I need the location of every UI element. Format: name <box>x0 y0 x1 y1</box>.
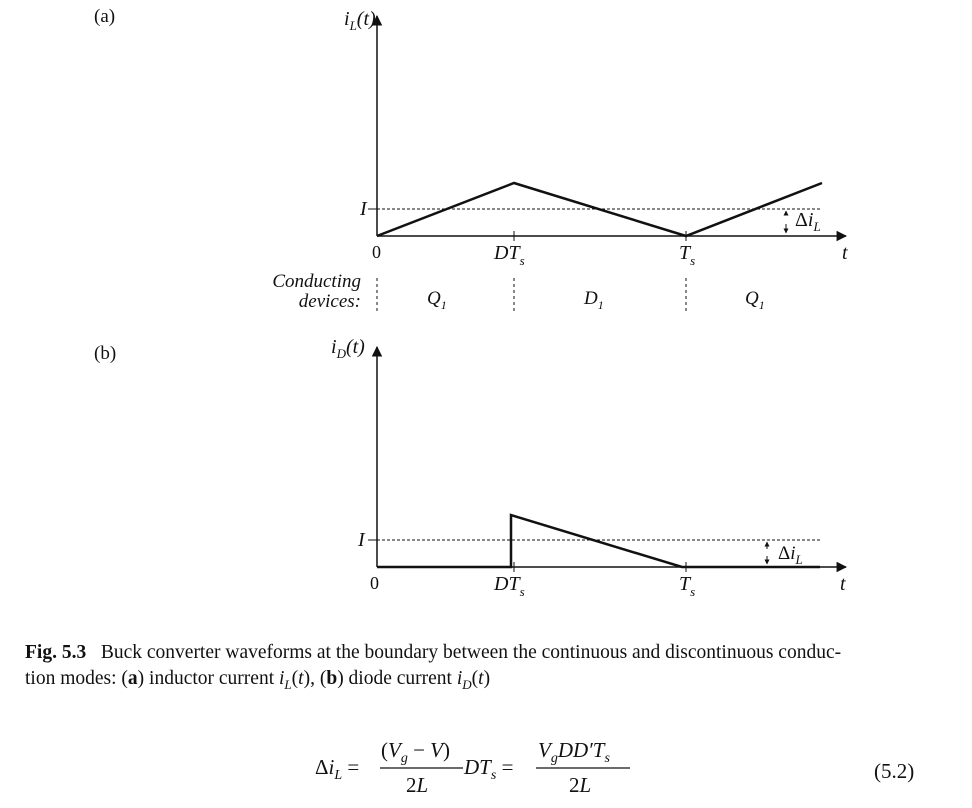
panel-a-inductor-current-waveform <box>377 183 822 236</box>
panel-b <box>331 336 846 599</box>
eq-frac1-den: 2L <box>406 773 429 797</box>
panel-a-i-label: I <box>360 198 367 220</box>
device-q1-second: $Q_1$ <box>745 288 765 312</box>
device-q1-first: $Q_1$ <box>427 288 447 312</box>
figure-number: Fig. 5.3 <box>25 642 87 663</box>
conducting-label-line1: Conducting <box>272 271 361 292</box>
panel-b-diode-current-waveform <box>377 515 820 567</box>
panel-b-ts-label: $T_s$ <box>679 573 696 599</box>
eq-frac2-den: 2L <box>569 773 592 797</box>
panel-b-origin-label: 0 <box>370 573 379 593</box>
eq-dts: $DT_s$ = <box>464 755 514 783</box>
panel-a-y-label: $i_L(t)$ <box>344 8 376 33</box>
panel-b-t-label: t <box>840 573 846 595</box>
panel-a-origin-label: 0 <box>372 242 381 262</box>
panel-a-dts-label: $DT_s$ <box>494 242 525 268</box>
panel-a-ts-label: $T_s$ <box>679 242 696 268</box>
conducting-label-line2: devices: <box>298 291 361 312</box>
panel-b-y-label: $i_D(t)$ <box>331 336 365 361</box>
panel-b-delta-label: $\Delta i_L$ <box>778 543 803 567</box>
eq-frac1-num: $(V_g - V)$ <box>381 738 450 766</box>
panel-a <box>272 8 848 312</box>
panel-b-i-label: I <box>358 529 365 551</box>
eq-number: (5.2) <box>874 759 915 783</box>
eq-frac2-num: $V_gDD'T_s$ <box>538 738 610 766</box>
figure-caption: Fig. 5.3 Buck converter waveforms at the boundary between the continuous and discontinuous conduc- tion modes: (a) inductor current $i_L(t)$, (b) diode current $i_D(t)$ <box>25 642 842 692</box>
panel-a-t-label: t <box>842 242 848 264</box>
panel-a-label: (a) <box>94 6 116 27</box>
device-d1: $D_1$ <box>584 288 604 312</box>
panel-a-delta-label: $\Delta i_L$ <box>795 209 821 234</box>
panel-b-label: (b) <box>94 343 117 364</box>
eq-lhs: $\Delta i_L$ = <box>315 755 360 783</box>
equation-5-2 <box>0 728 972 808</box>
panel-b-dts-label: $DT_s$ <box>494 573 525 599</box>
